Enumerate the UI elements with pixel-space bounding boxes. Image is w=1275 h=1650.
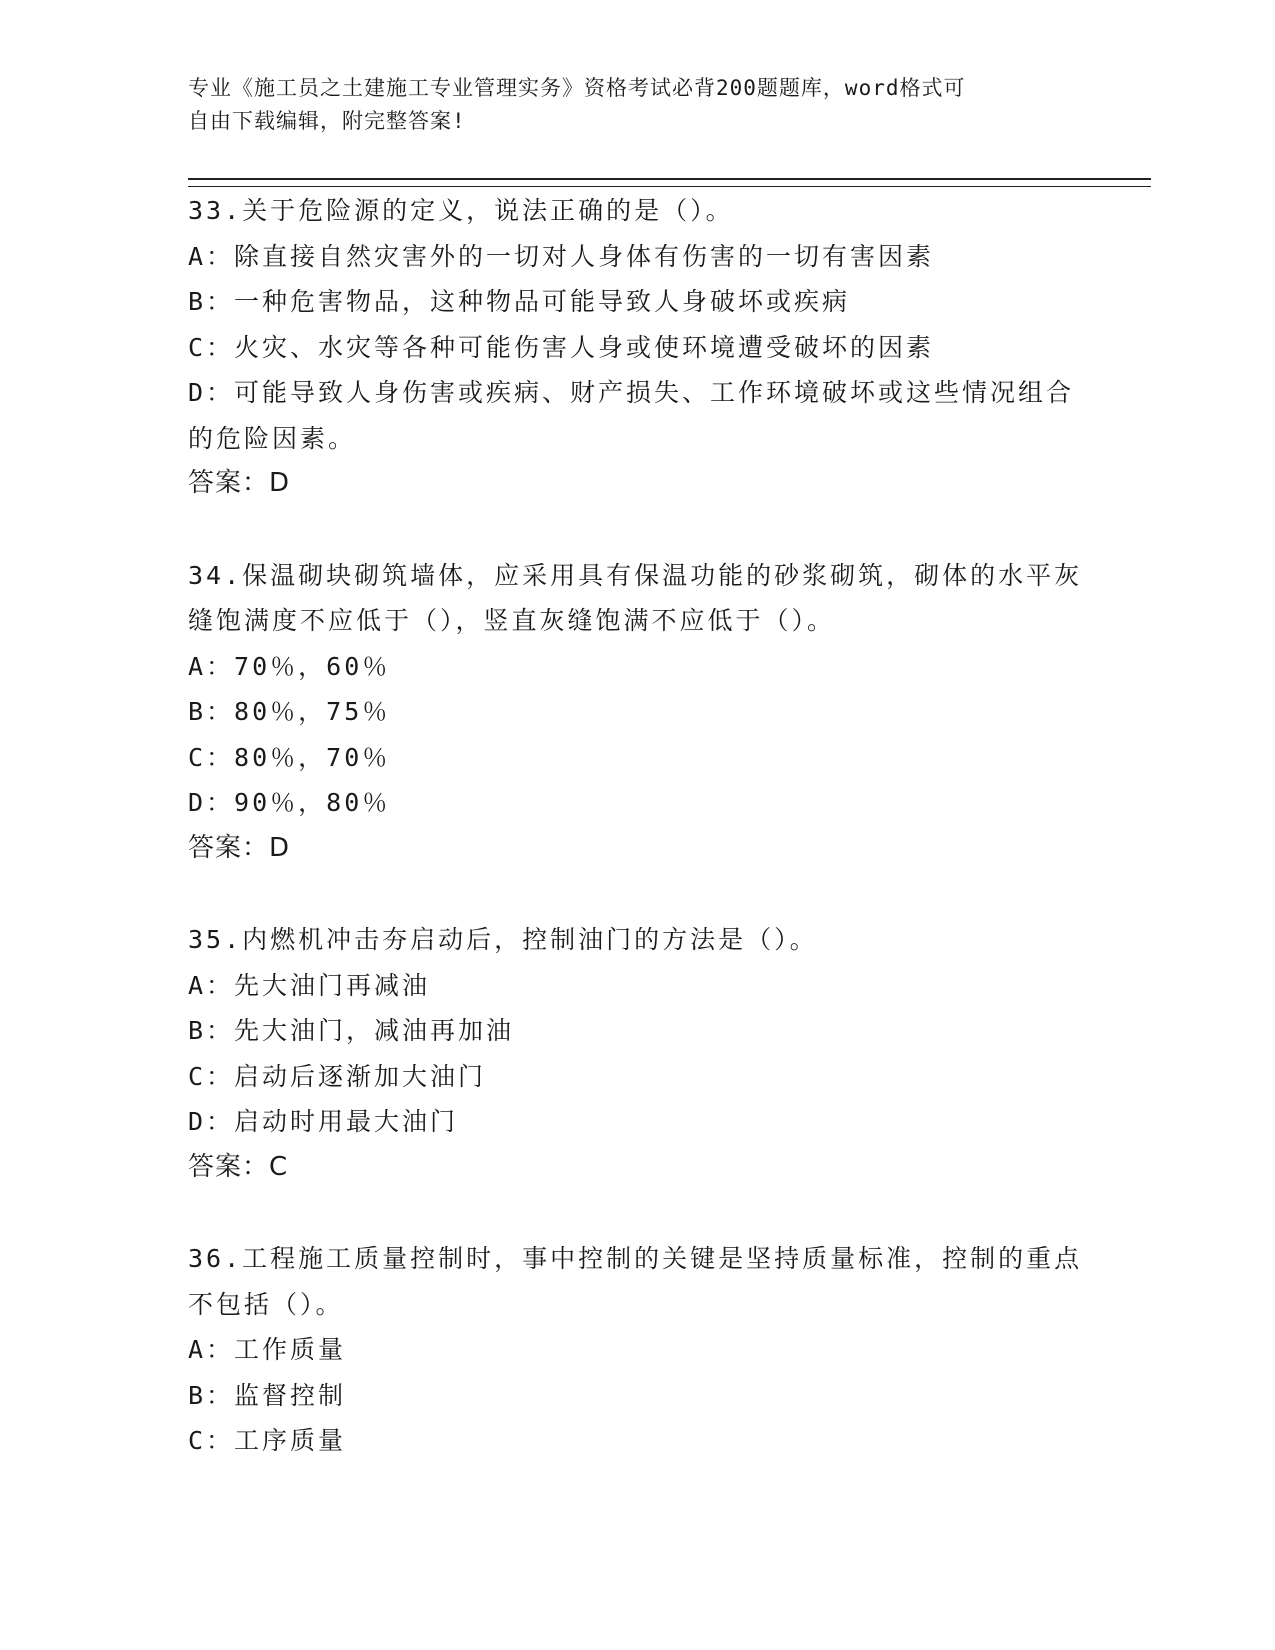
option-a: A：先大油门再减油 — [188, 970, 431, 1000]
answer-line — [188, 1145, 1088, 1191]
option-d: D：可能导致人身伤害或疾病、财产损失、工作环境破坏或这些情况组合的危险因素。 — [188, 378, 1075, 453]
question-34 — [188, 553, 1088, 872]
option-b: B：先大油门，减油再加油 — [188, 1016, 515, 1045]
option-c: C：80％，70％ — [188, 742, 391, 772]
answer-label: 答案： — [188, 1151, 270, 1182]
question-36 — [188, 1236, 1088, 1464]
answer-line — [188, 461, 1088, 507]
option-a: A：除直接自然灾害外的一切对人身体有伤害的一切有害因素 — [188, 241, 935, 271]
option-c: C：启动后逐渐加大油门 — [188, 1061, 487, 1091]
option-b: B：80％，75％ — [188, 697, 391, 726]
option-d: D：90％，80％ — [188, 788, 391, 817]
answer-value: D — [269, 832, 290, 863]
answer-label: 答案： — [188, 832, 270, 863]
option-c: C：火灾、水灾等各种可能伤害人身或使环境遭受破坏的因素 — [188, 332, 935, 362]
answer-value: D — [269, 468, 290, 498]
answer-line — [188, 826, 1088, 872]
header-line-2: 自由下载编辑，附完整答案! — [188, 109, 466, 133]
question-stem: 33.关于危险源的定义，说法正确的是（）。 — [188, 196, 734, 225]
question-stem: 36.工程施工质量控制时，事中控制的关键是坚持质量标准，控制的重点不包括（）。 — [188, 1244, 1083, 1319]
option-d: D：启动时用最大油门 — [188, 1107, 459, 1136]
option-b: B：监督控制 — [188, 1380, 347, 1410]
document-page — [188, 0, 1148, 1650]
question-list — [188, 188, 1088, 1510]
document-header — [188, 72, 1068, 138]
question-35 — [188, 917, 1088, 1190]
question-stem: 34.保温砌块砌筑墙体，应采用具有保温功能的砂浆砌筑，砌体的水平灰缝饱满度不应低于（），竖直灰缝饱满不应低于（）。 — [188, 560, 1083, 635]
header-line-1: 专业《施工员之土建施工专业管理实务》资格考试必背200题题库，word格式可 — [188, 76, 966, 100]
header-divider — [188, 178, 1151, 187]
option-b: B：一种危害物品，这种物品可能导致人身破坏或疾病 — [188, 287, 851, 316]
question-33 — [188, 188, 1088, 507]
answer-label: 答案： — [188, 468, 270, 498]
option-a: A：70％，60％ — [188, 651, 391, 681]
answer-value: C — [269, 1151, 288, 1182]
option-a: A：工作质量 — [188, 1335, 347, 1364]
question-stem: 35.内燃机冲击夯启动后，控制油门的方法是（）。 — [188, 925, 818, 954]
option-c: C：工序质量 — [188, 1426, 347, 1455]
